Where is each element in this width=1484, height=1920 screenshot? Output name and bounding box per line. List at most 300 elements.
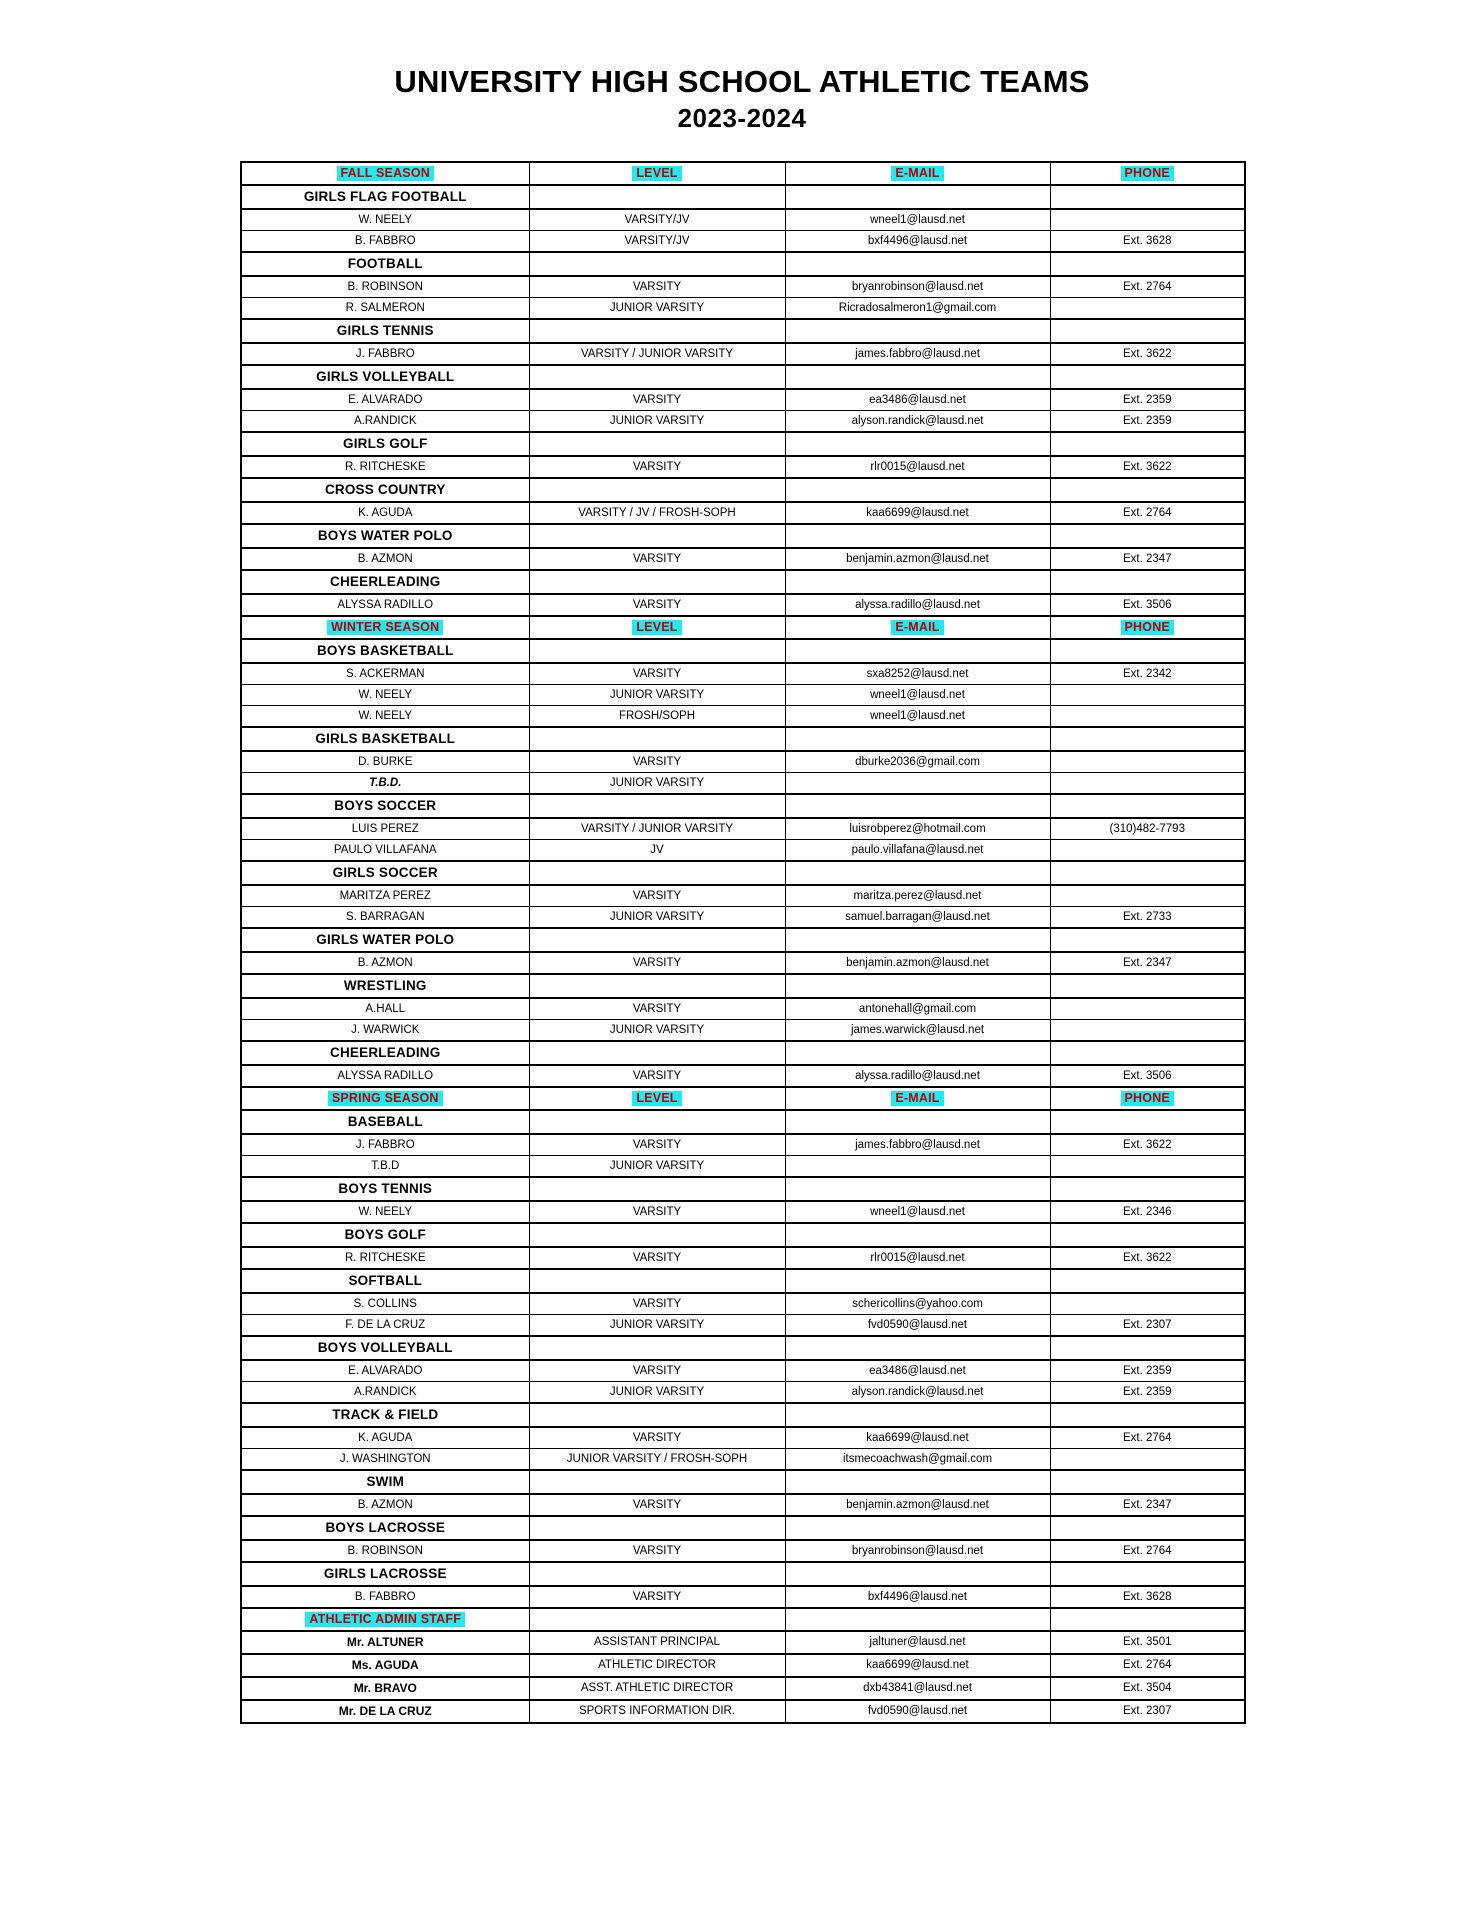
table-row [241,1247,1245,1269]
table-row [241,1065,1245,1087]
coach-email-cell[interactable]: james.fabbro@lausd.net [785,343,1050,365]
sport-phone-cell [1050,432,1245,456]
coach-level-cell: VARSITY/JV [529,230,785,252]
coach-level-cell: VARSITY [529,1360,785,1382]
sport-phone-cell [1050,639,1245,663]
season-header-row [241,616,1245,639]
athletic-teams-table [240,161,1246,1724]
coach-email-cell[interactable]: bxf4496@lausd.net [785,1586,1050,1608]
coach-level-cell: VARSITY / JUNIOR VARSITY [529,818,785,840]
coach-email-cell[interactable]: benjamin.azmon@lausd.net [785,548,1050,570]
season-email-header-text: E-MAIL [891,166,943,182]
table-row [241,1201,1245,1223]
table-row [241,839,1245,861]
coach-level-cell: VARSITY [529,1247,785,1269]
sport-group-row [241,1269,1245,1293]
sport-level-cell [529,185,785,209]
coach-name-cell: K. AGUDA [241,1427,529,1449]
coach-name-cell: W. NEELY [241,209,529,231]
sport-level-cell [529,1470,785,1494]
admin-email-cell[interactable]: jaltuner@lausd.net [785,1631,1050,1654]
season-name-header [241,616,529,639]
coach-level-cell: JUNIOR VARSITY [529,772,785,794]
coach-phone-cell: Ext. 2764 [1050,1427,1245,1449]
coach-level-cell: VARSITY [529,1134,785,1156]
sport-phone-cell [1050,252,1245,276]
coach-phone-cell [1050,751,1245,773]
table-row [241,684,1245,705]
admin-table-row [241,1677,1245,1700]
coach-phone-cell: Ext. 2764 [1050,502,1245,524]
sport-group-row [241,727,1245,751]
coach-email-cell[interactable]: bryanrobinson@lausd.net [785,1540,1050,1562]
season-name-header [241,1087,529,1110]
table-row [241,772,1245,794]
table-row [241,1381,1245,1403]
coach-email-cell[interactable]: benjamin.azmon@lausd.net [785,952,1050,974]
coach-level-cell: VARSITY [529,1494,785,1516]
admin-phone-cell: Ext. 2764 [1050,1654,1245,1677]
admin-title-cell: SPORTS INFORMATION DIR. [529,1700,785,1723]
season-email-header [785,1087,1050,1110]
coach-level-cell: VARSITY / JUNIOR VARSITY [529,343,785,365]
sport-email-cell [785,794,1050,818]
coach-level-cell: JUNIOR VARSITY / FROSH-SOPH [529,1448,785,1470]
sport-level-cell [529,727,785,751]
sport-level-cell [529,928,785,952]
table-row [241,209,1245,231]
coach-email-cell[interactable]: schericollins@yahoo.com [785,1293,1050,1315]
document-title-block [0,0,1484,135]
sport-name-cell: SWIM [241,1470,529,1494]
sport-level-cell [529,570,785,594]
sport-level-cell [529,432,785,456]
sport-name-cell: WRESTLING [241,974,529,998]
table-row [241,410,1245,432]
sport-name-cell: GIRLS TENNIS [241,319,529,343]
coach-phone-cell: Ext. 3622 [1050,456,1245,478]
coach-email-cell[interactable]: alyson.randick@lausd.net [785,410,1050,432]
table-row [241,1586,1245,1608]
coach-phone-cell [1050,297,1245,319]
table-row [241,1293,1245,1315]
season-level-header [529,162,785,185]
coach-email-cell[interactable]: ea3486@lausd.net [785,1360,1050,1382]
sport-level-cell [529,974,785,998]
sport-name-cell: BOYS SOCCER [241,794,529,818]
coach-phone-cell [1050,1155,1245,1177]
coach-name-cell: J. WASHINGTON [241,1448,529,1470]
coach-level-cell: JUNIOR VARSITY [529,684,785,705]
coach-name-cell: K. AGUDA [241,502,529,524]
season-phone-header-text: PHONE [1121,620,1174,636]
coach-phone-cell: Ext. 3622 [1050,1134,1245,1156]
sport-name-cell: GIRLS BASKETBALL [241,727,529,751]
coach-email-cell[interactable]: rlr0015@lausd.net [785,456,1050,478]
season-email-header-text: E-MAIL [891,620,943,636]
admin-title-cell: ASSISTANT PRINCIPAL [529,1631,785,1654]
coach-email-cell[interactable]: ea3486@lausd.net [785,389,1050,411]
coach-name-cell: T.B.D [241,1155,529,1177]
sport-email-cell [785,478,1050,502]
table-row [241,230,1245,252]
coach-name-cell: R. SALMERON [241,297,529,319]
sport-email-cell [785,252,1050,276]
table-row [241,594,1245,616]
season-phone-header [1050,1087,1245,1110]
coach-level-cell: VARSITY / JV / FROSH-SOPH [529,502,785,524]
admin-email-cell[interactable]: kaa6699@lausd.net [785,1654,1050,1677]
season-level-header-text: LEVEL [632,1091,681,1107]
page-subtitle: 2023-2024 [677,102,807,133]
coach-email-cell[interactable]: samuel.barragan@lausd.net [785,906,1050,928]
sport-level-cell [529,252,785,276]
coach-email-cell[interactable]: alyssa.radillo@lausd.net [785,1065,1050,1087]
coach-email-cell[interactable]: antonehall@gmail.com [785,998,1050,1020]
coach-phone-cell: Ext. 3628 [1050,1586,1245,1608]
sport-email-cell [785,928,1050,952]
coach-name-cell: PAULO VILLAFANA [241,839,529,861]
admin-name-cell: Mr. DE LA CRUZ [241,1700,529,1723]
coach-phone-cell: Ext. 3506 [1050,594,1245,616]
coach-name-cell: R. RITCHESKE [241,456,529,478]
admin-staff-header [241,1608,529,1631]
coach-name-cell: B. AZMON [241,548,529,570]
table-row [241,663,1245,685]
coach-email-cell[interactable]: sxa8252@lausd.net [785,663,1050,685]
sport-name-cell: GIRLS WATER POLO [241,928,529,952]
coach-name-cell: T.B.D. [241,772,529,794]
coach-name-cell: E. ALVARADO [241,389,529,411]
sport-phone-cell [1050,1110,1245,1134]
sport-level-cell [529,478,785,502]
sport-level-cell [529,861,785,885]
admin-phone-cell: Ext. 2307 [1050,1700,1245,1723]
season-name-header [241,162,529,185]
sport-phone-cell [1050,478,1245,502]
coach-level-cell: JUNIOR VARSITY [529,297,785,319]
sport-level-cell [529,1516,785,1540]
sport-name-cell: GIRLS FLAG FOOTBALL [241,185,529,209]
admin-staff-header-text: ATHLETIC ADMIN STAFF [305,1612,465,1628]
coach-level-cell: VARSITY [529,751,785,773]
coach-name-cell: A.HALL [241,998,529,1020]
sport-email-cell [785,639,1050,663]
table-row [241,456,1245,478]
coach-phone-cell: Ext. 2764 [1050,1540,1245,1562]
sport-group-row [241,1223,1245,1247]
sport-group-row [241,185,1245,209]
sport-name-cell: CHEERLEADING [241,570,529,594]
coach-email-cell[interactable]: dburke2036@gmail.com [785,751,1050,773]
coach-email-cell[interactable]: wneel1@lausd.net [785,705,1050,727]
table-row [241,1448,1245,1470]
coach-email-cell[interactable]: luisrobperez@hotmail.com [785,818,1050,840]
sport-email-cell [785,365,1050,389]
season-level-header [529,616,785,639]
table-row [241,297,1245,319]
coach-email-cell[interactable]: kaa6699@lausd.net [785,1427,1050,1449]
table-row [241,906,1245,928]
sport-name-cell: GIRLS VOLLEYBALL [241,365,529,389]
sport-email-cell [785,185,1050,209]
sport-phone-cell [1050,1223,1245,1247]
coach-email-cell[interactable]: bxf4496@lausd.net [785,230,1050,252]
season-header-row [241,1087,1245,1110]
sport-phone-cell [1050,319,1245,343]
coach-level-cell: VARSITY [529,663,785,685]
season-name-header-text: FALL SEASON [337,166,434,182]
table-row [241,1134,1245,1156]
sport-level-cell [529,1403,785,1427]
coach-email-cell[interactable]: fvd0590@lausd.net [785,1314,1050,1336]
table-row [241,548,1245,570]
coach-email-cell[interactable]: itsmecoachwash@gmail.com [785,1448,1050,1470]
coach-level-cell: VARSITY [529,1293,785,1315]
sport-email-cell [785,974,1050,998]
admin-phone-header [1050,1608,1245,1631]
admin-email-header [785,1608,1050,1631]
coach-phone-cell [1050,209,1245,231]
coach-name-cell: J. FABBRO [241,1134,529,1156]
table-row [241,276,1245,298]
coach-phone-cell [1050,1293,1245,1315]
sport-phone-cell [1050,1470,1245,1494]
coach-email-cell[interactable]: kaa6699@lausd.net [785,502,1050,524]
coach-email-cell[interactable]: rlr0015@lausd.net [785,1247,1050,1269]
sport-group-row [241,570,1245,594]
coach-email-cell[interactable]: benjamin.azmon@lausd.net [785,1494,1050,1516]
coach-name-cell: ALYSSA RADILLO [241,594,529,616]
coach-level-cell: VARSITY [529,1065,785,1087]
sport-level-cell [529,1177,785,1201]
admin-phone-cell: Ext. 3501 [1050,1631,1245,1654]
sport-group-row [241,1041,1245,1065]
sport-email-cell [785,319,1050,343]
coach-phone-cell [1050,998,1245,1020]
sport-group-row [241,478,1245,502]
admin-title-cell: ASST. ATHLETIC DIRECTOR [529,1677,785,1700]
coach-name-cell: B. ROBINSON [241,276,529,298]
coach-name-cell: S. COLLINS [241,1293,529,1315]
coach-name-cell: W. NEELY [241,684,529,705]
coach-email-cell[interactable]: paulo.villafana@lausd.net [785,839,1050,861]
sport-phone-cell [1050,1562,1245,1586]
coach-phone-cell: Ext. 2359 [1050,1360,1245,1382]
coach-name-cell: J. FABBRO [241,343,529,365]
sport-group-row [241,319,1245,343]
sport-level-cell [529,1336,785,1360]
admin-name-cell: Mr. ALTUNER [241,1631,529,1654]
sport-phone-cell [1050,1336,1245,1360]
coach-email-cell[interactable]: Ricradosalmeron1@gmail.com [785,297,1050,319]
sport-email-cell [785,1516,1050,1540]
coach-phone-cell [1050,885,1245,907]
admin-table-row [241,1654,1245,1677]
admin-table-row [241,1631,1245,1654]
sport-phone-cell [1050,794,1245,818]
sport-name-cell: CHEERLEADING [241,1041,529,1065]
coach-email-cell[interactable]: wneel1@lausd.net [785,684,1050,705]
season-level-header [529,1087,785,1110]
table-row [241,1314,1245,1336]
sport-email-cell [785,1470,1050,1494]
coach-phone-cell: Ext. 3628 [1050,230,1245,252]
sport-name-cell: TRACK & FIELD [241,1403,529,1427]
coach-email-cell[interactable]: james.fabbro@lausd.net [785,1134,1050,1156]
coach-name-cell: LUIS PEREZ [241,818,529,840]
sport-email-cell [785,570,1050,594]
sport-name-cell: SOFTBALL [241,1269,529,1293]
sport-level-cell [529,524,785,548]
table-row [241,1540,1245,1562]
sport-group-row [241,1177,1245,1201]
coach-level-cell: VARSITY [529,952,785,974]
table-row [241,1494,1245,1516]
sport-email-cell [785,1223,1050,1247]
sport-email-cell [785,1403,1050,1427]
coach-name-cell: B. AZMON [241,1494,529,1516]
sport-phone-cell [1050,570,1245,594]
sport-level-cell [529,639,785,663]
coach-name-cell: J. WARWICK [241,1019,529,1041]
season-phone-header [1050,616,1245,639]
table-row [241,952,1245,974]
coach-email-cell[interactable]: bryanrobinson@lausd.net [785,276,1050,298]
sport-level-cell [529,319,785,343]
sport-email-cell [785,1110,1050,1134]
sport-group-row [241,432,1245,456]
coach-phone-cell [1050,1448,1245,1470]
coach-level-cell: VARSITY [529,276,785,298]
admin-name-cell: Ms. AGUDA [241,1654,529,1677]
table-row [241,389,1245,411]
table-row [241,998,1245,1020]
season-name-header-text: SPRING SEASON [328,1091,443,1107]
coach-email-cell[interactable] [785,772,1050,794]
sport-group-row [241,365,1245,389]
sport-name-cell: BOYS VOLLEYBALL [241,1336,529,1360]
coach-phone-cell [1050,684,1245,705]
sport-group-row [241,1110,1245,1134]
coach-level-cell: VARSITY [529,1586,785,1608]
sport-phone-cell [1050,1041,1245,1065]
sport-name-cell: BOYS BASKETBALL [241,639,529,663]
coach-name-cell: A.RANDICK [241,410,529,432]
table-row [241,885,1245,907]
coach-level-cell: VARSITY [529,1427,785,1449]
coach-name-cell: ALYSSA RADILLO [241,1065,529,1087]
coach-phone-cell: Ext. 2307 [1050,1314,1245,1336]
sport-name-cell: BOYS WATER POLO [241,524,529,548]
coach-name-cell: E. ALVARADO [241,1360,529,1382]
season-name-header-text: WINTER SEASON [327,620,443,636]
sport-name-cell: CROSS COUNTRY [241,478,529,502]
sport-email-cell [785,1336,1050,1360]
season-email-header-text: E-MAIL [891,1091,943,1107]
coach-level-cell: VARSITY [529,885,785,907]
coach-email-cell[interactable]: james.warwick@lausd.net [785,1019,1050,1041]
sport-group-row [241,1562,1245,1586]
coach-level-cell: JUNIOR VARSITY [529,1155,785,1177]
coach-email-cell[interactable]: alyson.randick@lausd.net [785,1381,1050,1403]
sport-level-cell [529,1041,785,1065]
table-row [241,343,1245,365]
admin-table-row [241,1700,1245,1723]
coach-level-cell: JV [529,839,785,861]
sport-phone-cell [1050,365,1245,389]
table-row [241,1427,1245,1449]
season-level-header-text: LEVEL [632,620,681,636]
sport-group-row [241,1336,1245,1360]
coach-name-cell: W. NEELY [241,705,529,727]
coach-name-cell: F. DE LA CRUZ [241,1314,529,1336]
coach-email-cell[interactable]: wneel1@lausd.net [785,209,1050,231]
coach-name-cell: B. AZMON [241,952,529,974]
athletic-teams-table-wrap [240,161,1244,1724]
coach-name-cell: S. ACKERMAN [241,663,529,685]
sport-group-row [241,1403,1245,1427]
admin-name-cell: Mr. BRAVO [241,1677,529,1700]
coach-email-cell[interactable]: wneel1@lausd.net [785,1201,1050,1223]
coach-phone-cell: Ext. 2359 [1050,389,1245,411]
coach-name-cell: B. FABBRO [241,230,529,252]
season-phone-header-text: PHONE [1121,166,1174,182]
admin-header-row [241,1608,1245,1631]
sport-group-row [241,524,1245,548]
coach-email-cell[interactable]: alyssa.radillo@lausd.net [785,594,1050,616]
table-row [241,705,1245,727]
coach-phone-cell: (310)482-7793 [1050,818,1245,840]
sport-phone-cell [1050,1403,1245,1427]
sport-name-cell: GIRLS GOLF [241,432,529,456]
sport-email-cell [785,524,1050,548]
sport-level-cell [529,365,785,389]
sport-phone-cell [1050,1269,1245,1293]
admin-email-cell[interactable]: fvd0590@lausd.net [785,1700,1050,1723]
admin-phone-cell: Ext. 3504 [1050,1677,1245,1700]
admin-email-cell[interactable]: dxb43841@lausd.net [785,1677,1050,1700]
coach-email-cell[interactable] [785,1155,1050,1177]
sport-email-cell [785,1269,1050,1293]
coach-email-cell[interactable]: maritza.perez@lausd.net [785,885,1050,907]
coach-level-cell: JUNIOR VARSITY [529,1381,785,1403]
sport-group-row [241,252,1245,276]
admin-level-header [529,1608,785,1631]
coach-phone-cell [1050,1019,1245,1041]
coach-level-cell: JUNIOR VARSITY [529,410,785,432]
coach-phone-cell: Ext. 2764 [1050,276,1245,298]
season-phone-header-text: PHONE [1121,1091,1174,1107]
coach-name-cell: B. ROBINSON [241,1540,529,1562]
coach-level-cell: VARSITY [529,456,785,478]
sport-phone-cell [1050,974,1245,998]
table-row [241,1155,1245,1177]
sport-name-cell: BOYS LACROSSE [241,1516,529,1540]
season-phone-header [1050,162,1245,185]
sport-group-row [241,1516,1245,1540]
table-row [241,751,1245,773]
coach-name-cell: D. BURKE [241,751,529,773]
sport-email-cell [785,1177,1050,1201]
sport-group-row [241,639,1245,663]
sport-name-cell: BOYS GOLF [241,1223,529,1247]
coach-phone-cell: Ext. 3506 [1050,1065,1245,1087]
sport-email-cell [785,1041,1050,1065]
coach-level-cell: VARSITY [529,1201,785,1223]
coach-level-cell: VARSITY [529,998,785,1020]
coach-phone-cell: Ext. 3622 [1050,343,1245,365]
